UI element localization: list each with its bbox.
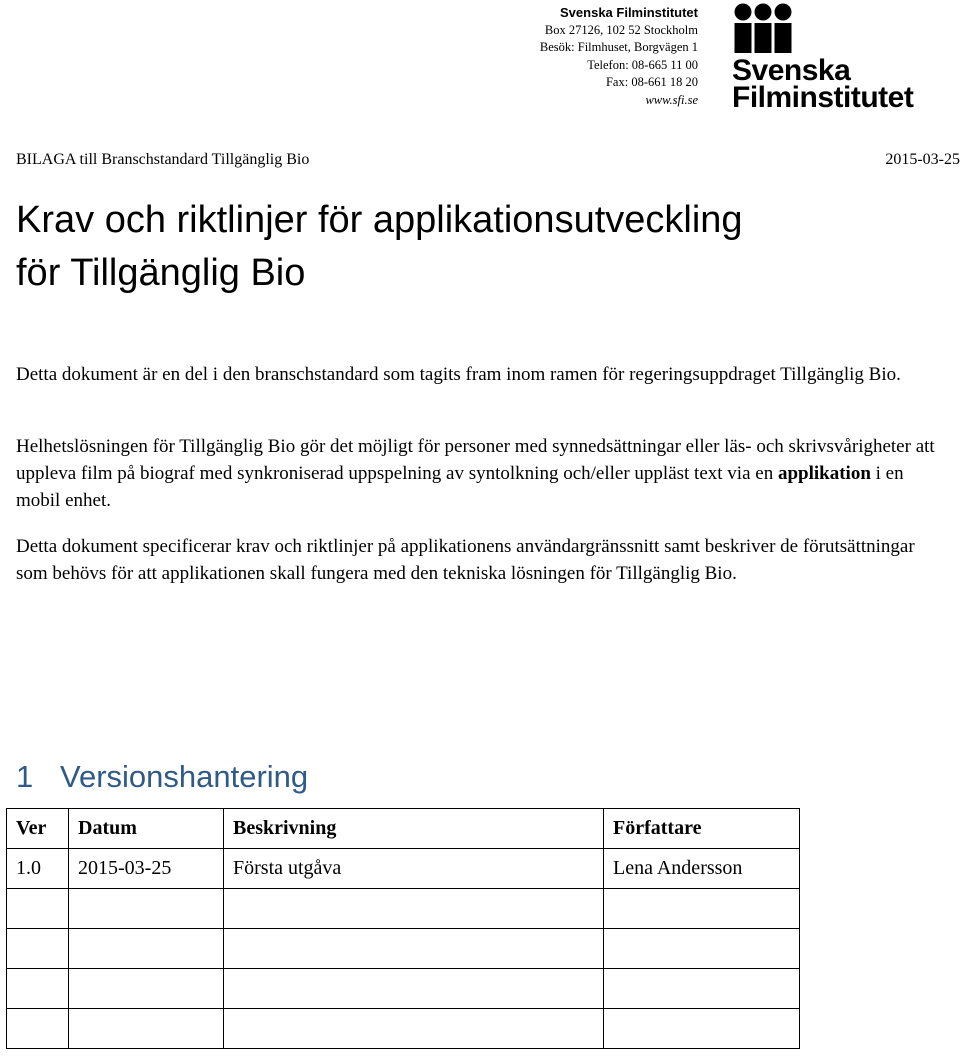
table-cell [224, 969, 604, 1009]
table-cell [7, 1009, 69, 1049]
address-box: Box 27126, 102 52 Stockholm [544, 22, 698, 37]
table-cell [7, 929, 69, 969]
table-cell [224, 929, 604, 969]
section-number: 1 [16, 759, 34, 794]
table-cell [7, 969, 69, 1009]
sfi-logo [732, 2, 912, 112]
header-beskrivning: Beskrivning [224, 809, 604, 849]
intro-paragraph: Detta dokument är en del i den branschstandard som tagits fram inom ramen för regeringsuppdraget Tillgänglig Bio. [16, 364, 901, 385]
table-row [7, 969, 800, 1009]
table-cell [69, 969, 224, 1009]
document-label: BILAGA till Branschstandard Tillgänglig Bio [16, 151, 310, 168]
address-fax: Fax: 08-661 18 20 [605, 75, 698, 90]
table-cell [69, 889, 224, 929]
table-cell [604, 1009, 800, 1049]
header-forfattare: Författare [604, 809, 800, 849]
scope-paragraph: Detta dokument specificerar krav och riktlinjer på applikationens användargränssnitt samt beskriver de förutsättningar som behövs för att applikationen skall fungera med den tekniska lösningen för Tillgänglig Bio. [16, 536, 915, 584]
table-cell: 1.0 [7, 849, 69, 889]
table-cell [604, 969, 800, 1009]
table-cell [7, 889, 69, 929]
logo-dots-icon [732, 2, 802, 56]
solution-text-bold: applikation [777, 463, 871, 484]
logo-wordmark-line2: Filminstitutet [732, 81, 914, 114]
header-ver: Ver [7, 809, 69, 849]
table-cell [604, 889, 800, 929]
solution-paragraph [16, 433, 946, 514]
title-line2: för Tillgänglig Bio [16, 252, 306, 294]
title-line1: Krav och riktlinjer för applikationsutveckling [16, 199, 743, 241]
document-title [16, 194, 743, 300]
table-row [7, 1009, 800, 1049]
address-phone: Telefon: 08-665 11 00 [587, 57, 698, 72]
table-cell [224, 1009, 604, 1049]
address-block [438, 4, 698, 110]
section-heading [16, 757, 308, 797]
org-name: Svenska Filminstitutet [560, 5, 698, 20]
document-date: 2015-03-25 [885, 151, 960, 168]
table-cell [224, 889, 604, 929]
table-header-row [7, 809, 800, 849]
table-cell [69, 1009, 224, 1049]
header-datum: Datum [69, 809, 224, 849]
address-visit: Besök: Filmhuset, Borgvägen 1 [539, 40, 698, 55]
table-cell: Lena Andersson [604, 849, 800, 889]
table-cell: 2015-03-25 [69, 849, 224, 889]
solution-text-start: Helhetslösningen för Tillgänglig Bio gör det möjligt för personer med synnedsättningar eller läs- och skrivsvårigheter att uppleva film på biograf med synkroniserad uppspelning av syntolkning och/eller uppläst text via en [16, 436, 935, 484]
table-cell [69, 929, 224, 969]
version-table [6, 808, 800, 1049]
solution-text-end: i en mobil enhet. [16, 463, 904, 511]
website-link[interactable]: www.sfi.se [645, 92, 698, 107]
table-cell: Första utgåva [224, 849, 604, 889]
table-row [7, 849, 800, 889]
logo-wordmark-line1: Svenska [732, 54, 851, 87]
table-row [7, 889, 800, 929]
table-cell [604, 929, 800, 969]
section-title: Versionshantering [60, 759, 309, 794]
table-row [7, 929, 800, 969]
